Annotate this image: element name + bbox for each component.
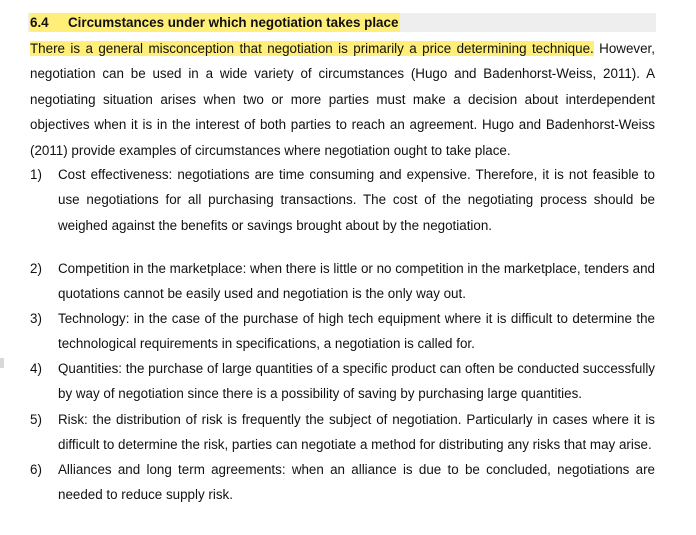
list-item xyxy=(30,457,655,508)
list-item-text: Technology: in the case of the purchase of high tech equipment where it is difficult to determine the technological requirements in specifications, a negotiation is called for. xyxy=(58,311,655,352)
section-title: Circumstances under which negotiation takes place xyxy=(68,15,399,30)
list-marker: 2) xyxy=(30,261,42,276)
margin-mark xyxy=(0,358,4,368)
section-number: 6.4 xyxy=(30,15,49,30)
list-item-text: Cost effectiveness: negotiations are time consuming and expensive. Therefore, it is not feasible to use negotiations for all purchasing transactions. The cost of the negotiating process should be weighed against the benefits or savings brought about by the negotiation. xyxy=(58,167,655,233)
list-item xyxy=(30,162,655,238)
list-item-text: Quantities: the purchase of large quantities of a specific product can often be conducted successfully by way of negotiation since there is a possibility of saving by purchasing large quantities. xyxy=(58,361,655,402)
list-item-text: Competition in the marketplace: when there is little or no competition in the marketplace, tenders and quotations cannot be easily used and negotiation is the only way out. xyxy=(58,261,655,302)
list-marker: 1) xyxy=(30,167,42,182)
list-item xyxy=(30,356,655,407)
section-heading xyxy=(30,13,400,32)
list-marker: 6) xyxy=(30,462,42,477)
intro-text: However, negotiation can be used in a wide variety of circumstances (Hugo and Badenhorst-Weiss, 2011). A negotiating situation arises when two or more parties must make a decision about interdependent objectives when it is in the interest of both parties to reach an agreement. Hugo and Badenhorst-Weiss (2011) provide examples of circumstances where negotiation ought to take place. xyxy=(30,41,655,158)
list-item xyxy=(30,306,655,357)
list-marker: 3) xyxy=(30,311,42,326)
highlighted-sentence: There is a general misconception that negotiation is primarily a price determining technique. xyxy=(30,41,594,56)
list-marker: 4) xyxy=(30,361,42,376)
list-item-text: Alliances and long term agreements: when an alliance is due to be concluded, negotiations are needed to reduce supply risk. xyxy=(58,462,655,503)
list-item-text: Risk: the distribution of risk is frequently the subject of negotiation. Particularly in cases where it is difficult to determine the risk, parties can negotiate a method for distributing any risks that may arise. xyxy=(58,412,655,453)
list-item xyxy=(30,256,655,307)
list-item xyxy=(30,407,655,458)
intro-paragraph xyxy=(30,36,655,163)
list-marker: 5) xyxy=(30,412,42,427)
